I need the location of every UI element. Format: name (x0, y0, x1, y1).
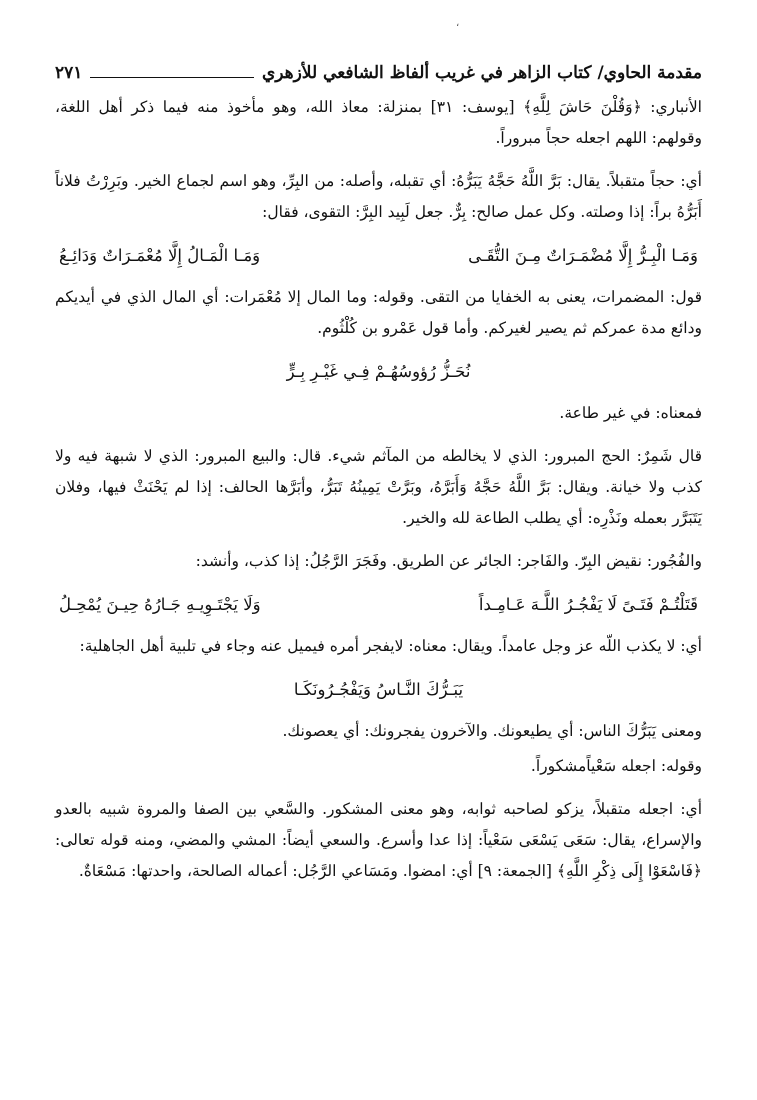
verse-hemistich: نُحَـزُّ رُؤوسُهُـمْ فِـي غَيْـرِ بِـرٍّ (286, 362, 471, 381)
poetry-verse (55, 589, 702, 621)
paragraph: والفُجُور: نقيض البِرّ. والفَاجر: الجائر عن الطريق. وفَجَرَ الرَّجُلُ: إذا كذب، وأنشد: (195, 552, 702, 570)
top-mark: ، (456, 18, 460, 29)
header-rule (90, 77, 254, 78)
paragraph: أي: اجعله متقبلاً، يزكو لصاحبه ثوابه، وهو معنى المشكور. والسَّعي بين الصفا والمروة شبيه بالعدو والإسراع، يقال: سَعَى يَسْعَى سَعْياً: إذا عدا وأسرع. والسعي أيضاً: المشي والمضي، ومنه قوله تعالى: ﴿فَاسْعَوْا إِلَى ذِكْرِ اللَّهِ﴾ [الجمعة: ٩] أي: امضوا. ومَسَاعي الرَّجُل: أعماله الصالحة، واحدتها: مَسْعَاةٌ. (55, 800, 702, 880)
paragraph: قال شَمِرٌ: الحج المبرور: الذي لا يخالطه من المآثم شيء. قال: والبيع المبرور: الذي لا شبهة فيه ولا كذب ولا خيانة. ويقال: بَرَّ اللَّهُ حَجَّهُ وَأَبَرَّهُ، وبَرَّتْ يَمِينُهُ تَبَرُّ، وأبَرَّها الحالف: إذا لم يَحْنَثْ فيها، وفلان يَتَبَرَّر بعمله ونَذْرِه: أي يطلب الطاعة لله والخير. (55, 447, 702, 527)
paragraph: الأنباري: ﴿وَقُلْنَ حَاشَ لِلَّهِ﴾ [يوسف: ٣١] بمنزلة: معاذ الله، وهو مأخوذ منه فيما ذكر أهل اللغة، وقولهم: اللهم اجعله حجاً مبروراً. (55, 98, 702, 147)
poetry-verse (55, 240, 702, 272)
page-number: ٢٧١ (55, 63, 83, 83)
paragraph: ومعنى يَبَرُّكَ الناس: أي يطيعونك. والآخرون يفجرونك: أي يعصونك. (282, 722, 702, 740)
paragraph: وقوله: اجعله سَعْياًمشكوراً. (530, 757, 702, 775)
verse-first-hemistich: وَمَـا الْبِـرُّ إِلَّا مُضْمَـرَاتٌ مِـنَ التُّقَـى (468, 246, 698, 265)
document-page (55, 60, 702, 899)
paragraph: أي: حجاً متقبلاً. يقال: بَرَّ اللَّهُ حَجَّهُ يَبَرُّهُ: أي تقبله، وأصله: من البِرِّ، وهو اسم لجماع الخير. وبَرِرْتُ فلاناً أَبَرُّهُ براً: إذا وصلته. وكل عمل صالح: بِرٌّ. جعل لَبِيد البِرَّ: التقوى، فقال: (55, 172, 702, 221)
poetry-verse (55, 356, 702, 388)
paragraph: فمعناه: في غير طاعة. (559, 404, 702, 422)
paragraph: قول: المضمرات، يعنى به الخفايا من التقى. وقوله: وما المال إلا مُعْمَرات: أي المال الذي في أيديكم ودائع مدة عمركم ثم يصير لغيركم. وأما قول عَمْرو بن كُلْثُوم. (55, 288, 702, 337)
verse-hemistich: يَبَـرُّكَ النَّـاسُ وَيَفْجُـرُونَكَـا (293, 680, 464, 699)
running-header (55, 60, 702, 86)
verse-first-hemistich: قَتَلْتُـمْ فَتَـىً لَا يَفْجُـرُ اللَّـهَ عَـامِـداً (478, 595, 698, 614)
verse-second-hemistich: وَلَا يَجْتَـوِيـهِ جَـارُهُ حِيـنَ يُمْحِـلُ (59, 595, 261, 614)
verse-second-hemistich: وَمَـا الْمَـالُ إِلَّا مُعْمَـرَاتٌ وَدَائِـعُ (59, 246, 261, 265)
poetry-verse (55, 674, 702, 706)
header-title: مقدمة الحاوي/ كتاب الزاهر في غريب ألفاظ الشافعي للأزهري (261, 63, 702, 83)
paragraph: أي: لا يكذب اللّه عز وجل عامداً. ويقال: معناه: لايفجر أمره فيميل عنه وجاء في تلبية أهل الجاهلية: (79, 637, 702, 655)
